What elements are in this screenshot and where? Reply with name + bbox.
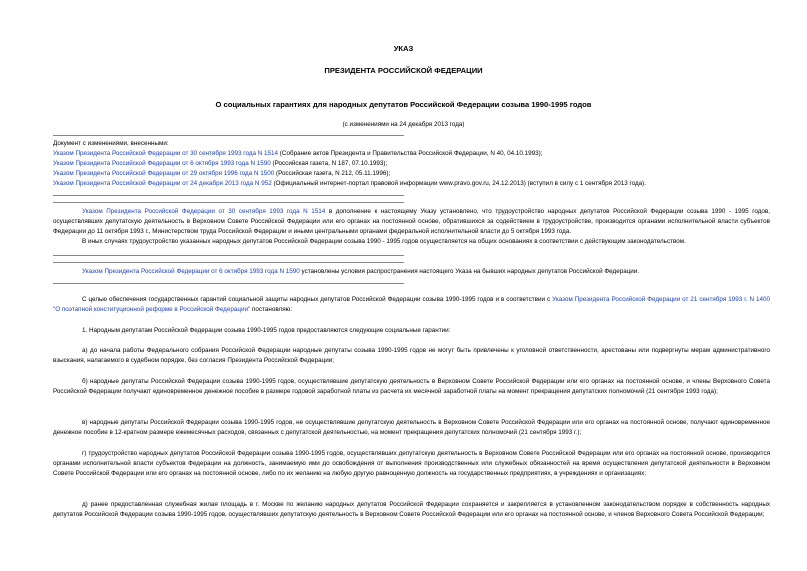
change-item: Указом Президента Российской Федерации от 29 октября 1996 года N 1500 (Российская газета, N 212, 05.11.1996); bbox=[53, 169, 391, 177]
note-1514-extra: В иных случаях трудоустройство указанных народных депутатов Российской Федерации созыва 1990 - 1995 годов осуществляется на общих основаниях в соответствии с действующим законодательством. bbox=[82, 237, 686, 245]
clause-v: в) народные депутаты Российской Федерации созыва 1990-1995 годов, не осуществлявшие депутатскую деятельность в Верховном Совете Российской Федерации или его органах на постоянной основе, получают единовременное денежное пособие в 12-кратном размере ежемесячных расходов, связанных с депутатской деятельностью, на момент прекращения депутатских полномочий (21 сентября 1993 г.); bbox=[53, 419, 770, 436]
divider bbox=[53, 283, 404, 284]
amendment-link[interactable]: Указом Президента Российской Федерации от 30 сентября 1993 года N 1514 bbox=[53, 149, 279, 157]
decree-heading: УКАЗ bbox=[393, 44, 414, 53]
clause-1: 1. Народным депутатам Российской Федерации созыва 1990-1995 годов предоставляются следующие социальные гарантии: bbox=[82, 327, 451, 334]
amendment-link[interactable]: Указом Президента Российской Федерации от 29 октября 1996 года N 1500 bbox=[53, 169, 275, 177]
decree-1514-link[interactable]: Указом Президента Российской Федерации от 30 сентября 1993 года N 1514 bbox=[82, 208, 326, 215]
note-1514: Указом Президента Российской Федерации от 30 сентября 1993 года N 1514 в дополнение к настоящему Указу установлено, что трудоустройство народных депутатов Российской Федерации созыва 1990 - 1995 годов, осуществлявших депутатскую деятельность в Верховном Совете Российской Федерации или его органах на постоянной основе, обратившихся за содействием в трудоустройстве, производится органами исполнительной власти субъектов Федерации до 11 октября 1993 г., Министерством труда Российской Федерации и иными центральными органами федеральной исполнительной власти до 5 октября 1993 года. В иных случаях трудоустройство указанных народных депутатов Российской Федерации созыва 1990 - 1995 годов осуществляется на общих основаниях в соответствии с действующим законодательством. bbox=[53, 208, 770, 245]
changes-block bbox=[53, 139, 763, 189]
change-item: Указом Президента Российской Федерации от 6 октября 1993 года N 1590 (Российская газета, N 187, 07.10.1993); bbox=[53, 159, 388, 167]
document-title: О социальных гарантиях для народных депутатов Российской Федерации созыва 1990-1995 годов bbox=[215, 100, 592, 109]
note-1590: Указом Президента Российской Федерации от 6 октября 1993 года N 1590 установлены условия распространения настоящего Указа на бывших народных депутатов Российской Федерации. bbox=[82, 268, 640, 275]
preamble: С целью обеспечения государственных гарантий социальной защиты народных депутатов Российской Федерации созыва 1990-1995 годов и в соответствии с Указом Президента Российской Федерации от 21 сентября 1993 г. N 1400 "О поэтапной конституционной реформе в Российской Федерации" постановляю: bbox=[53, 296, 770, 313]
clause-d: д) ранее предоставленная служебная жилая площадь в г. Москве по желанию народных депутатов Российской Федерации сохраняется и закрепляется в установленном законодательством порядке в собственность народных депутатов Российской Федерации созыва 1990-1995 годов, осуществлявших депутатскую деятельность в Верховном Совете Российской Федерации или его органах на постоянной основе, и членов Верховного Совета Российской Федерации; bbox=[53, 501, 770, 518]
divider bbox=[53, 202, 404, 203]
divider bbox=[53, 195, 404, 196]
amendment-link[interactable]: Указом Президента Российской Федерации от 6 октября 1993 года N 1590 bbox=[53, 159, 271, 167]
divider bbox=[53, 262, 404, 263]
clause-a: а) до начала работы Федерального собрания Российской Федерации народные депутаты созыва 1990-1995 годов не могут быть привлечены к уголовной ответственности, арестованы или подвергнуты мерам административного взыскания, налагаемого в судебном порядке, без согласия Президента Российской Федерации; bbox=[53, 347, 770, 364]
clause-g: г) трудоустройство народных депутатов Российской Федерации созыва 1990-1995 годов, осуществлявших депутатскую деятельность в Верховном Совете Российской Федерации или его органах на постоянной основе, производится органами исполнительной власти субъектов Федерации на должность, занимаемую ими до освобождения от выполнения производственных или служебных обязанностей на время осуществления депутатской деятельности в Верховном Совете Российской Федерации или его органах на постоянной основе, либо по их желанию на любую другую равноценную должность на государственных предприятиях, в учреждениях и организациях; bbox=[53, 450, 770, 477]
amendment-link[interactable]: Указом Президента Российской Федерации от 24 декабря 2013 года N 952 bbox=[53, 179, 272, 187]
decree-1400-link[interactable]: Указом Президента Российской Федерации от 21 сентября 1993 г. N 1400 "О поэтапной конституционной реформе в Российской Федерации" bbox=[53, 296, 770, 313]
amended-note: (с изменениями на 24 декабря 2013 года) bbox=[342, 121, 465, 128]
change-item: Указом Президента Российской Федерации от 24 декабря 2013 года N 952 (Официальный интернет-портал правовой информации www.pravo.gov.ru, 24.12.2013) (вступил в силу с 1 сентября 2013 года). bbox=[53, 179, 647, 187]
president-heading: ПРЕЗИДЕНТА РОССИЙСКОЙ ФЕДЕРАЦИИ bbox=[324, 66, 483, 75]
divider bbox=[53, 255, 404, 256]
change-item: Указом Президента Российской Федерации от 30 сентября 1993 года N 1514 (Собрание актов Президента и Правительства Российской Федерации, N 40, 04.10.1993); bbox=[53, 149, 543, 157]
changes-intro: Документ с изменениями, внесенными: bbox=[53, 140, 169, 147]
clause-b: б) народные депутаты Российской Федерации созыва 1990-1995 годов, осуществлявшие депутатскую деятельность в Верховном Совете Российской Федерации или его органах на постоянной основе, и члены Верховного Совета Российской Федерации получают единовременное денежное пособие в размере годовой заработной платы из расчета их месячной заработной платы на момент прекращения депутатских полномочий (21 сентября 1993 года); bbox=[53, 378, 770, 395]
divider bbox=[53, 135, 404, 136]
decree-1590-link[interactable]: Указом Президента Российской Федерации от 6 октября 1993 года N 1590 bbox=[82, 268, 300, 275]
